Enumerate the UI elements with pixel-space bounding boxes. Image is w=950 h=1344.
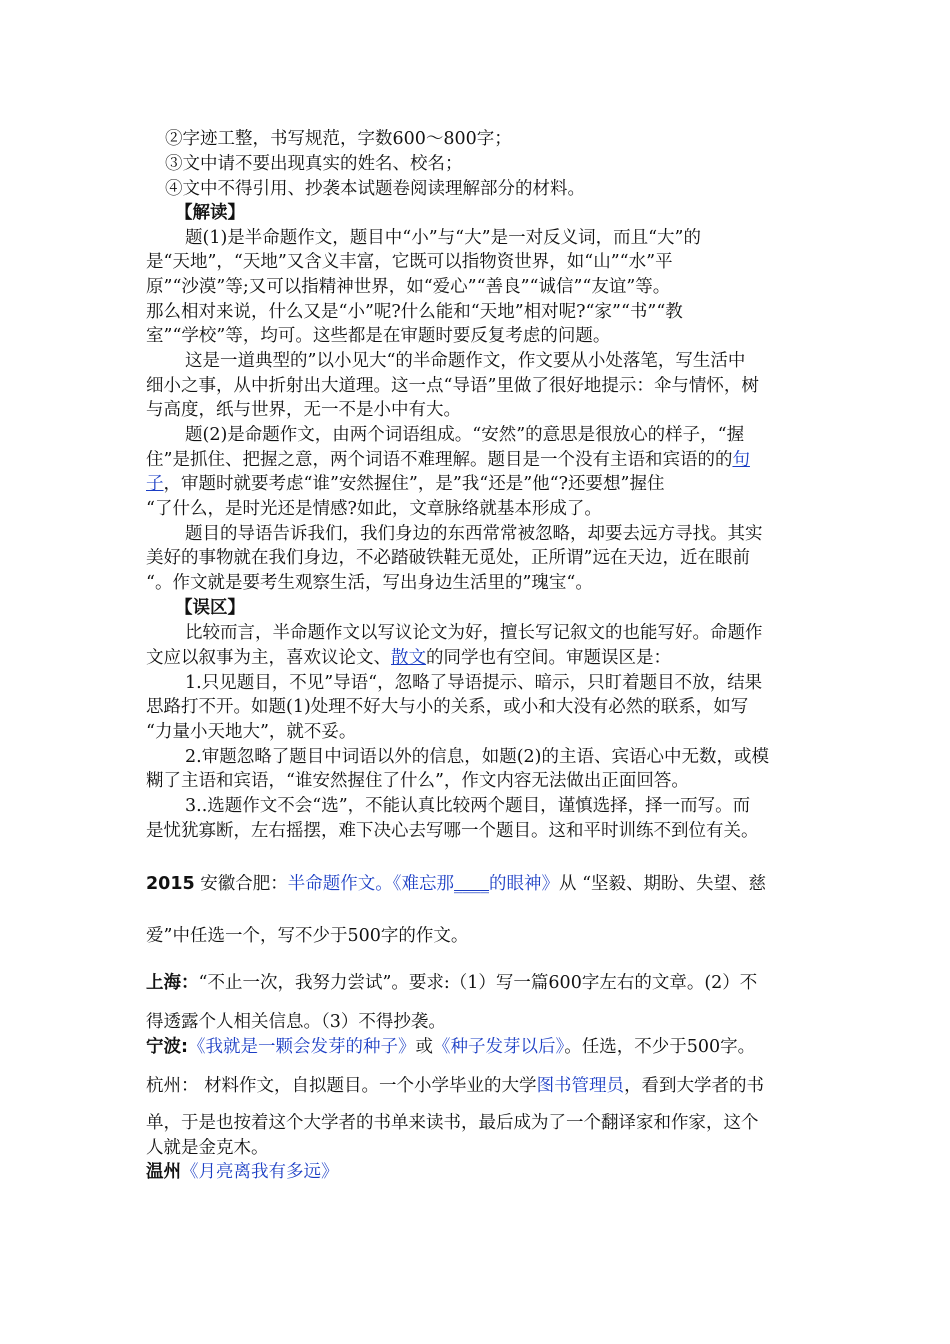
wuqu-p1-text: 的同学也有空间。审题误区是： [426,648,671,668]
wuqu-item1-line: “力量小天地大”，就不妥。 [146,722,357,742]
word-link-ju[interactable]: 句 [732,450,750,470]
exam-title: 的眼神》 [489,874,560,894]
wuqu-item3-line: 是忧犹寡断，左右摇摆，难下决心去写哪一个题目。这和平时训练不到位有关。 [146,821,759,841]
library-link[interactable]: 图书管理员 [536,1076,625,1096]
sanwen-link[interactable]: 散文 [391,648,426,668]
jiedu-p4-line: 题目的导语告诉我们，我们身边的东西常常被忽略，却要去远方寻找。其实 [185,524,763,544]
exam-shanghai-line: 得透露个人相关信息。（3）不得抄袭。 [146,1012,446,1032]
wuqu-item1-line: 1.只见题目，不见”导语“，忽略了导语提示、暗示，只盯着题目不放，结果 [185,673,763,693]
exam-title: 《月亮离我有多远》 [181,1162,339,1182]
wuqu-heading: 【误区】 [175,598,245,618]
exam-hangzhou-line: 人就是金克木。 [146,1138,269,1158]
exam-hefei-line: 爱”中任选一个，写不少于500字的作文。 [146,926,469,946]
exam-title: 《我就是一颗会发芽的种子》 [188,1037,416,1057]
jiedu-p4-line: “。作文就是要考生观察生活，写出身边生活里的”瑰宝“。 [146,573,593,593]
exam-hangzhou-line [146,1074,764,1098]
jiedu-p3-line: “了什么，是时光还是情感?如此，文章脉络就基本形成了。 [146,499,602,519]
requirement-4: ④文中不得引用、抄袭本试题卷阅读理解部分的材料。 [165,179,585,199]
exam-place-shanghai: 上海： [146,973,199,993]
exam-shanghai-line [146,971,757,995]
wuqu-item2-line: 糊了主语和宾语，“谁安然握住了什么”，作文内容无法做出正面回答。 [146,771,689,791]
jiedu-p3-line [146,448,750,472]
jiedu-p2-line: 细小之事，从中折射出大道理。这一点“导语”里做了很好地提示：伞与情怀，树 [146,376,759,396]
jiedu-p1-line: 室”“学校”等，均可。这些都是在审题时要反复考虑的问题。 [146,326,611,346]
wuqu-p1-line: 比较而言，半命题作文以写议论文为好，擅长写记叙文的也能写好。命题作 [185,623,763,643]
wuqu-item1-line: 思路打不开。如题(1)处理不好大与小的关系，或小和大没有必然的联系，如写 [146,697,749,717]
exam-place-wenzhou: 温州 [146,1162,181,1182]
requirement-3: ③文中请不要出现真实的姓名、校名； [165,154,463,174]
jiedu-p1-line: 原”“沙漠”等;又可以指精神世界，如“爱心”“善良”“诚信”“友谊”等。 [146,277,671,297]
exam-hefei-line [146,872,766,896]
exam-text: 从 “坚毅、期盼、失望、慈 [559,874,767,894]
exam-text: 杭州： 材料作文，自拟题目。一个小学毕业的大学 [146,1076,537,1096]
wuqu-p1-line [146,646,671,670]
requirement-2: ②字迹工整，书写规范，字数600～800字； [165,129,512,149]
exam-text: ，看到大学者的书 [624,1076,765,1096]
wuqu-item2-line: 2.审题忽略了题目中词语以外的信息，如题(2)的主语、宾语心中无数，或模 [185,747,769,767]
wuqu-item3-line: 3..选题作文不会“选”，不能认真比较两个题目，谨慎选择，择一而写。而 [185,796,751,816]
jiedu-p3-text: ，审题时就要考虑“谁”安然握住”，是”我“还是”他“?还要想”握住 [163,474,665,494]
exam-ningbo-line [146,1035,755,1059]
exam-type: 半命题作文。 [287,874,393,894]
jiedu-p1-line: 是“天地”，“天地”又含义丰富，它既可以指物资世界，如“山”“水”平 [146,252,673,272]
jiedu-p3-line [146,472,664,496]
exam-title: 《种子发芽以后》 [433,1037,565,1057]
exam-text: “不止一次，我努力尝试”。要求:（1）写一篇600字左右的文章。(2）不 [198,973,758,993]
jiedu-p3-text: 住”是抓住、把握之意，两个词语不难理解。题目是一个没有主语和宾语的的 [146,450,733,470]
exam-place-ningbo: 宁波: [146,1037,188,1057]
exam-text: 。任选，不少于500字。 [564,1037,756,1057]
exam-year: 2015 [146,874,195,894]
jiedu-p2-line: 与高度，纸与世界，无一不是小中有大。 [146,400,461,420]
jiedu-heading: 【解读】 [175,203,245,223]
jiedu-p1-line: 题(1)是半命题作文，题目中“小”与“大”是一对反义词，而且“大”的 [185,228,701,248]
word-link-zi[interactable]: 子 [146,474,164,494]
jiedu-p4-line: 美好的事物就在我们身边，不必踏破铁鞋无觅处，正所谓”远在天边，近在眼前 [146,548,750,568]
exam-hangzhou-line: 单，于是也按着这个大学者的书单来读书，最后成为了一个翻译家和作家，这个 [146,1113,759,1133]
exam-text: 或 [415,1037,433,1057]
jiedu-p1-line: 那么相对来说，什么又是“小”呢?什么能和“天地”相对呢?“家”“书”“教 [146,302,683,322]
exam-title-blank: ____ [454,874,490,894]
exam-place-hefei: 安徽合肥： [200,874,288,894]
jiedu-p2-line: 这是一道典型的”以小见大“的半命题作文，作文要从小处落笔，写生活中 [185,351,746,371]
exam-title: 《难忘那 [392,874,455,894]
exam-wenzhou-line [146,1160,339,1184]
jiedu-p3-line: 题(2)是命题作文，由两个词语组成。“安然”的意思是很放心的样子，“握 [185,425,745,445]
wuqu-p1-text: 文应以叙事为主，喜欢议论文、 [146,648,391,668]
